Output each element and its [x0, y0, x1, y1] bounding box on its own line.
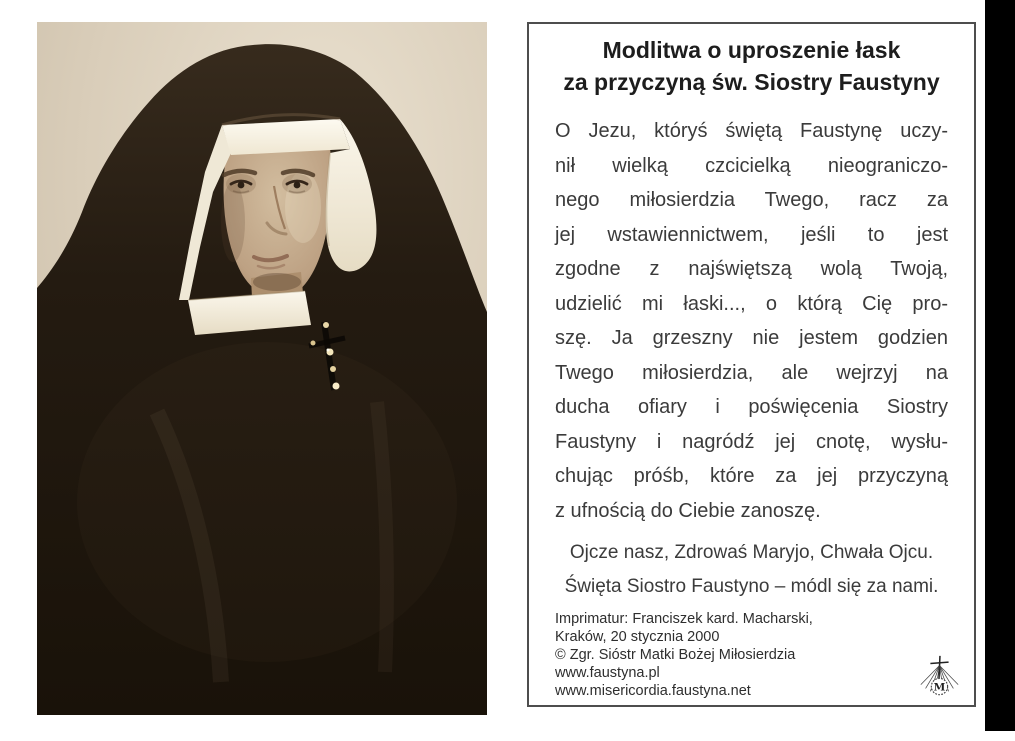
prayer-line: szę. Ja grzeszny nie jestem godzien [555, 327, 948, 349]
invocation-line1: Ojcze nasz, Zdrowaś Maryjo, Chwała Ojcu. [569, 542, 934, 563]
prayer-title [555, 34, 948, 98]
prayer-line: nego miłosierdzia Twego, racz za [555, 189, 948, 211]
invocation-block [555, 536, 948, 604]
imprimatur-line: Imprimatur: Franciszek kard. Macharski, [555, 611, 813, 627]
prayer-line: udzielić mi łaski..., o którą Cię pro- [555, 292, 948, 315]
portrait-illustration [37, 22, 487, 715]
prayer-line: chując próśb, które za jej przyczyną [555, 465, 948, 487]
emblem-letter: M [933, 681, 946, 694]
invocation-line2: Święta Siostro Faustyno – módl się za nami. [564, 576, 939, 597]
prayer-line: nił wielką czcicielką nieograniczo- [555, 154, 948, 177]
prayer-line: zgodne z najświętszą wolą Twoją, [555, 258, 948, 280]
copyright-line: © Zgr. Sióstr Matki Bożej Miłosierdzia [555, 647, 796, 663]
black-edge-strip [985, 0, 1015, 731]
imprimatur-place-date: Kraków, 20 stycznia 2000 [555, 629, 720, 645]
website-url-text: www.misericordia.faustyna.net [555, 683, 751, 699]
faustyna-portrait-photo [37, 22, 487, 715]
prayer-line: z ufnością do Ciebie zanoszę. [555, 499, 821, 522]
prayer-line: ducha ofiary i poświęcenia Siostry [555, 396, 948, 418]
prayer-card-text-panel [527, 22, 976, 707]
prayer-line: O Jezu, któryś świętą Faustynę uczy- [555, 120, 948, 142]
prayer-body [555, 114, 948, 528]
prayer-line: Twego miłosierdzia, ale wejrzyj na [555, 361, 948, 384]
website-url-text: www.faustyna.pl [555, 665, 660, 681]
prayer-line: jej wstawiennictwem, jeśli to jest [555, 223, 948, 246]
prayer-title-line2: za przyczyną św. Siostry Faustyny [563, 69, 940, 95]
prayer-title-line1: Modlitwa o uproszenie łask [602, 37, 901, 63]
prayer-line: Faustyny i nagródź jej cnotę, wysłu- [555, 430, 948, 453]
misericordia-emblem-icon [916, 653, 962, 699]
imprint-block [555, 610, 948, 700]
